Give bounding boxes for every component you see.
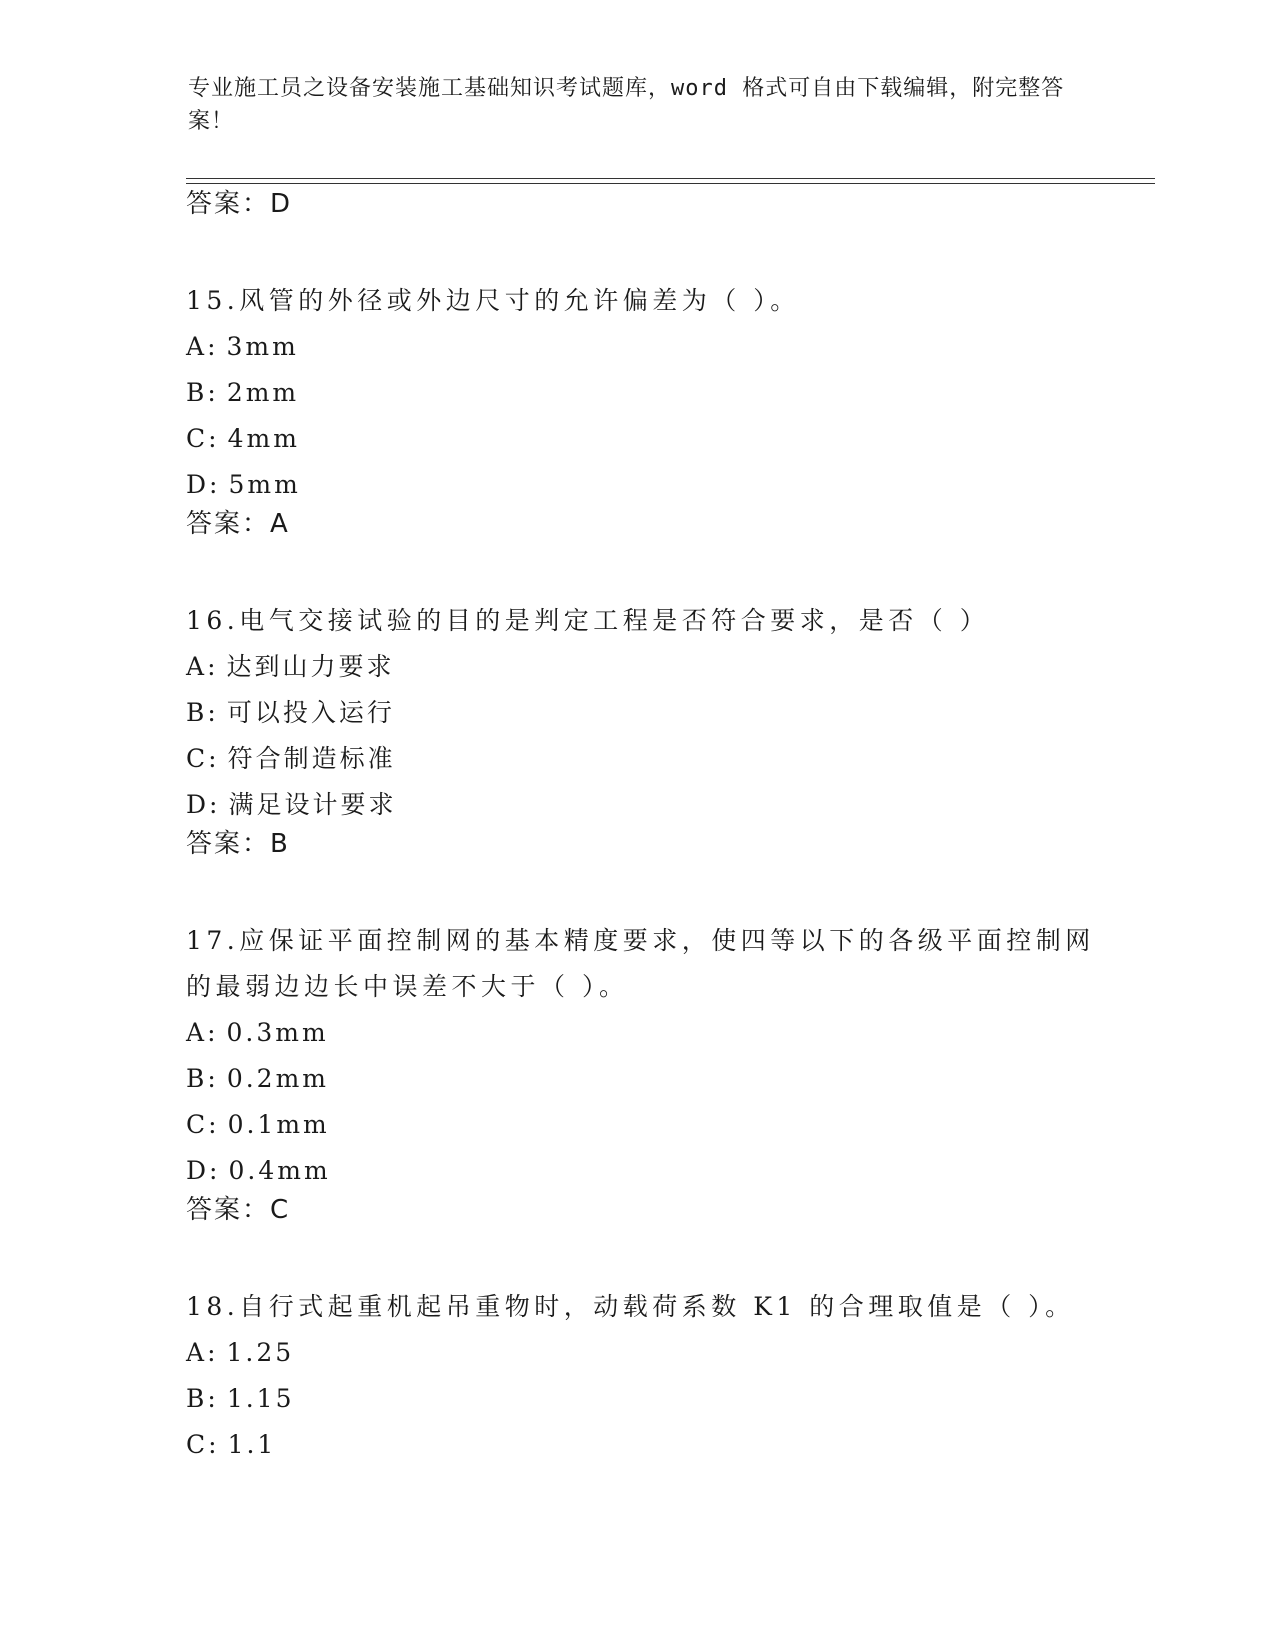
option-letter: B [186, 1064, 208, 1093]
answer-option [186, 324, 1116, 370]
question-stem: 15.风管的外径或外边尺寸的允许偏差为（ ）。 [186, 286, 800, 315]
answer-option [186, 1056, 1116, 1102]
option-text: 0.3mm [226, 1018, 329, 1047]
spacer [186, 1226, 1116, 1284]
option-separator: : [208, 1430, 220, 1459]
spacer [186, 220, 1116, 278]
option-separator: : [207, 1064, 219, 1093]
option-text: 1.15 [226, 1384, 295, 1413]
option-letter: A [186, 332, 208, 361]
option-separator: : [207, 1018, 219, 1047]
question-block [186, 278, 1116, 598]
question-list [186, 278, 1116, 1468]
option-text: 0.2mm [226, 1064, 329, 1093]
question-block [186, 1284, 1116, 1468]
option-letter: D [186, 470, 210, 499]
option-separator: : [207, 332, 219, 361]
option-separator: : [207, 1384, 219, 1413]
option-text: 0.4mm [228, 1156, 331, 1185]
answer-key: 答案：A [186, 509, 290, 539]
question-content [186, 188, 1116, 1468]
option-text: 4mm [227, 424, 300, 453]
header-divider-line-second [186, 183, 1155, 184]
option-separator: : [207, 698, 219, 727]
spacer [186, 540, 1116, 598]
option-text: 满足设计要求 [228, 790, 397, 819]
option-separator: : [208, 424, 220, 453]
option-letter: B [186, 698, 208, 727]
answer-option [186, 416, 1116, 462]
spacer [186, 860, 1116, 918]
option-letter: C [186, 1110, 209, 1139]
option-separator: : [209, 470, 221, 499]
option-text: 达到山力要求 [226, 652, 395, 681]
answer-option [186, 1330, 1116, 1376]
option-separator: : [207, 378, 219, 407]
option-separator: : [207, 652, 219, 681]
answer-option [186, 370, 1116, 416]
answer-option [186, 462, 1116, 508]
option-letter: C [186, 1430, 209, 1459]
option-text: 1.25 [226, 1338, 295, 1367]
answer-option [186, 1376, 1116, 1422]
option-separator: : [207, 1338, 219, 1367]
option-letter: A [186, 1018, 208, 1047]
option-text: 0.1mm [227, 1110, 330, 1139]
question-block [186, 918, 1116, 1284]
answer-option [186, 1010, 1116, 1056]
option-text: 5mm [228, 470, 301, 499]
answer-key: 答案：C [186, 1195, 291, 1225]
answer-option [186, 1422, 1116, 1468]
answer-option [186, 1148, 1116, 1194]
answer-option [186, 644, 1116, 690]
answer-option [186, 690, 1116, 736]
option-letter: B [186, 378, 208, 407]
option-letter: A [186, 1338, 208, 1367]
answer-option [186, 736, 1116, 782]
question-stem: 16.电气交接试验的目的是判定工程是否符合要求，是否（ ） [186, 606, 990, 635]
option-text: 1.1 [227, 1430, 277, 1459]
question-block [186, 598, 1116, 918]
option-text: 2mm [226, 378, 300, 407]
option-letter: D [186, 1156, 210, 1185]
document-header-text: 专业施工员之设备安装施工基础知识考试题库，word 格式可自由下载编辑，附完整答案！ [188, 76, 1065, 134]
option-text: 3mm [226, 332, 299, 361]
option-letter: D [186, 790, 210, 819]
option-letter: A [186, 652, 208, 681]
option-letter: B [186, 1384, 208, 1413]
previous-answer: 答案：D [186, 189, 293, 219]
answer-option [186, 782, 1116, 828]
question-stem: 17.应保证平面控制网的基本精度要求，使四等以下的各级平面控制网的最弱边边长中误差不大于（ ）。 [186, 926, 1095, 1001]
question-stem: 18.自行式起重机起吊重物时，动载荷系数 K1 的合理取值是（ ）。 [186, 1292, 1075, 1321]
option-separator: : [209, 790, 221, 819]
option-separator: : [209, 1156, 221, 1185]
answer-option [186, 1102, 1116, 1148]
option-letter: C [186, 424, 209, 453]
option-separator: : [208, 1110, 220, 1139]
option-letter: C [186, 744, 209, 773]
option-text: 可以投入运行 [226, 698, 395, 727]
answer-key: 答案：B [186, 829, 290, 859]
option-text: 符合制造标准 [227, 744, 396, 773]
header-divider-line [186, 178, 1155, 179]
option-separator: : [208, 744, 220, 773]
